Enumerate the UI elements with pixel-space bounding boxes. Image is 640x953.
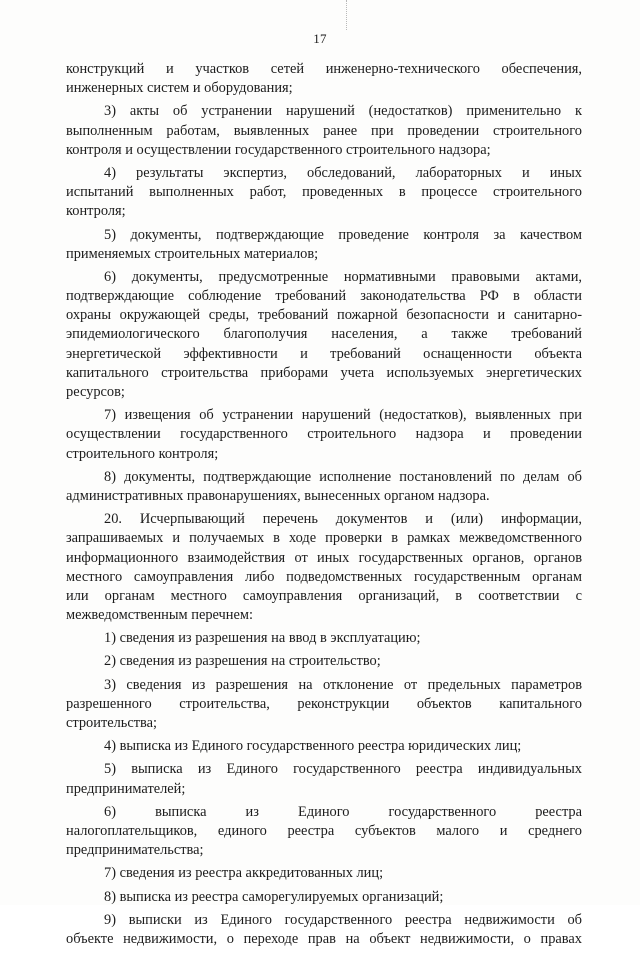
text-line: 5) документы, подтверждающие проведение контроля за качеством — [104, 226, 582, 243]
text-line: 3) сведения из разрешения на отклонение от предельных параметров — [104, 676, 582, 693]
text-line: эпидемиологического благополучия населения, а также требований — [66, 326, 582, 343]
text-line: 9) выписки из Единого государственного реестра недвижимости об — [104, 911, 582, 928]
text-line: осуществлении государственного строительного надзора и проведении — [66, 426, 582, 443]
text-line: 1) сведения из разрешения на ввод в эксплуатацию; — [104, 630, 421, 647]
paragraph — [66, 888, 582, 907]
text-line: энергетической эффективности и требований оснащенности объекта — [66, 345, 582, 362]
text-line: испытаний выполненных работ, проведенных в процессе строительного — [66, 184, 582, 201]
paragraph — [66, 911, 582, 949]
text-line: контроля и осуществлении государственного строительного надзора; — [66, 141, 491, 158]
text-line: 6) документы, предусмотренные нормативными правовыми актами, — [104, 268, 582, 285]
text-line: 8) выписка из реестра саморегулируемых организаций; — [104, 888, 444, 905]
text-line: инженерных систем и оборудования; — [66, 80, 293, 97]
page-number: 17 — [313, 31, 327, 46]
text-line: или органам местного самоуправления организаций, в соответствии с — [66, 587, 582, 604]
text-line: 2) сведения из разрешения на строительство; — [104, 653, 381, 670]
paragraph — [66, 652, 582, 671]
text-line: административных правонарушениях, вынесенных органом надзора. — [66, 487, 490, 504]
paragraph — [66, 760, 582, 798]
text-line: 5) выписка из Единого государственного реестра индивидуальных — [104, 761, 582, 778]
text-line: запрашиваемых и получаемых в ходе проверки в рамках межведомственного — [66, 530, 582, 547]
paragraph — [66, 737, 582, 756]
paragraph — [66, 803, 582, 861]
text-line: 4) выписка из Единого государственного реестра юридических лиц; — [104, 738, 522, 755]
paragraph — [66, 676, 582, 734]
text-line: 6) выписка из Единого государственного реестра — [104, 803, 582, 820]
text-line: информационного взаимодействия от иных государственных органов, органов — [66, 549, 582, 566]
text-line: выполненным работам, выявленных ранее при проведении строительного — [66, 122, 582, 139]
scan-fold-mark — [346, 0, 347, 30]
text-line: предпринимателей; — [66, 780, 186, 797]
text-line: местного самоуправления либо подведомственных государственным органам — [66, 568, 582, 585]
text-line: контроля; — [66, 203, 126, 220]
text-line: капитального строительства приборами учета используемых энергетических — [66, 364, 582, 381]
text-line: 20. Исчерпывающий перечень документов и (или) информации, — [104, 511, 582, 528]
paragraph — [66, 468, 582, 506]
text-line: строительного контроля; — [66, 445, 219, 462]
paragraph — [66, 629, 582, 648]
text-line: 7) извещения об устранении нарушений (недостатков), выявленных при — [104, 407, 582, 424]
paragraph — [66, 60, 582, 98]
text-line: предпринимательства; — [66, 842, 204, 859]
text-line: объекте недвижимости, о переходе прав на объект недвижимости, о правах — [66, 930, 582, 947]
text-line: подтверждающие соблюдение требований законодательства РФ в области — [66, 288, 582, 305]
text-line: разрешенного строительства, реконструкции объектов капитального — [66, 695, 582, 712]
paragraph — [66, 406, 582, 464]
paragraph — [66, 226, 582, 264]
paragraph — [66, 164, 582, 222]
paragraph — [66, 510, 582, 625]
text-line: строительства; — [66, 715, 158, 731]
text-line: применяемых строительных материалов; — [66, 245, 319, 262]
paragraph — [66, 864, 582, 883]
text-line: 8) документы, подтверждающие исполнение постановлений по делам об — [104, 468, 582, 485]
text-line: 7) сведения из реестра аккредитованных лиц; — [104, 865, 384, 882]
paragraph — [66, 268, 582, 402]
text-line: конструкций и участков сетей инженерно-технического обеспечения, — [66, 61, 582, 77]
document-body — [66, 60, 582, 953]
text-line: 3) акты об устранении нарушений (недостатков) применительно к — [104, 103, 582, 120]
text-line: налогоплательщиков, единого реестра субъектов малого и среднего — [66, 822, 582, 839]
text-line: межведомственным перечнем: — [66, 607, 253, 624]
paragraph — [66, 102, 582, 160]
text-line: 4) результаты экспертиз, обследований, лабораторных и иных — [104, 164, 582, 181]
text-line: ресурсов; — [66, 384, 125, 400]
text-line: охраны окружающей среды, требований пожарной безопасности и санитарно- — [66, 307, 582, 324]
